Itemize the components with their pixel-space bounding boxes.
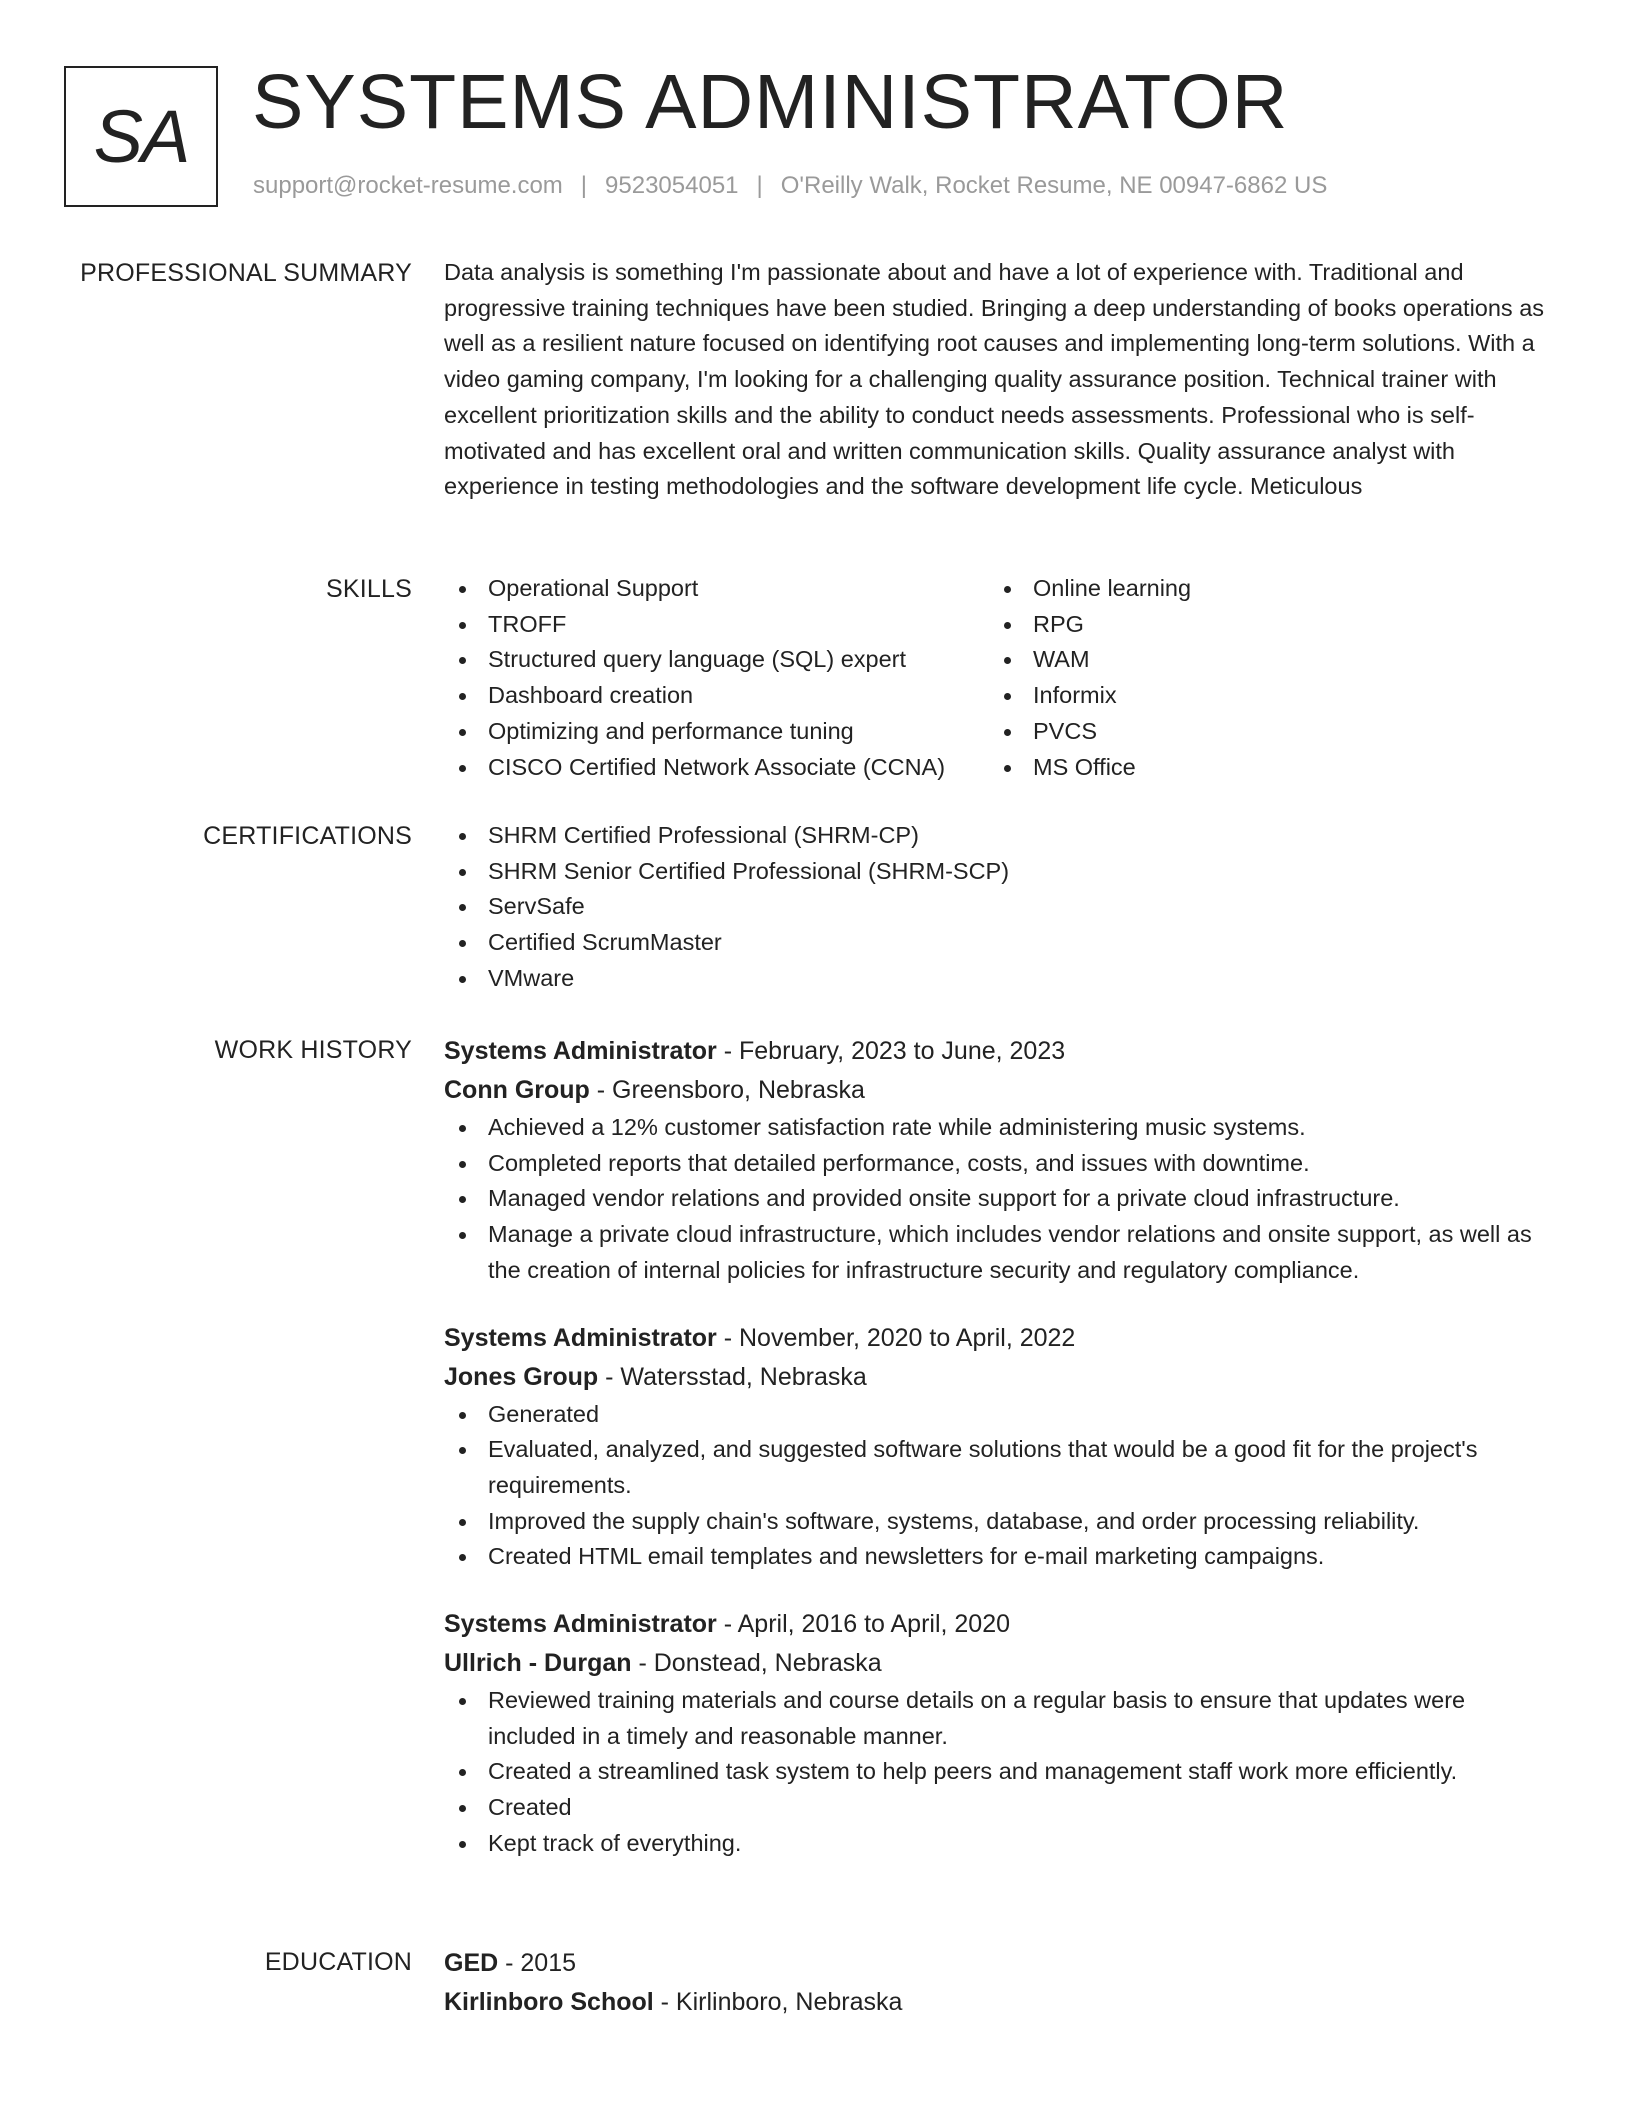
job-title: Systems Administrator	[444, 1610, 717, 1639]
skill-item: WAM	[989, 642, 1534, 678]
contact-email[interactable]: support@rocket-resume.com	[253, 172, 563, 199]
contact-address: O'Reilly Walk, Rocket Resume, NE 00947-6862 US	[780, 172, 1328, 199]
job-title-line	[444, 1605, 1559, 1643]
skills-body	[444, 571, 1559, 785]
contact-separator: |	[580, 172, 588, 199]
job-bullets	[444, 1397, 1559, 1576]
job-bullet: Reviewed training materials and course details on a regular basis to ensure that updates were included in a timely and reasonable manner.	[444, 1683, 1559, 1754]
education-school: Kirlinboro School	[444, 1988, 654, 2016]
skill-item: Dashboard creation	[444, 678, 989, 714]
certifications-body	[444, 818, 1559, 997]
job-bullets	[444, 1110, 1559, 1289]
contact-line	[253, 172, 1327, 200]
education-degree-line	[444, 1944, 1559, 1982]
job-location: - Greensboro, Nebraska	[589, 1076, 865, 1104]
certification-item: Certified ScrumMaster	[444, 925, 1559, 961]
job-title: Systems Administrator	[444, 1323, 717, 1352]
job-bullet: Managed vendor relations and provided onsite support for a private cloud infrastructure.	[444, 1181, 1559, 1217]
section-label-work-history: WORK HISTORY	[214, 1036, 412, 1064]
job-company-line	[444, 1643, 1559, 1683]
job-company-line	[444, 1357, 1559, 1397]
section-label-summary: PROFESSIONAL SUMMARY	[80, 259, 412, 287]
skill-item: TROFF	[444, 607, 989, 643]
resume-title: SYSTEMS ADMINISTRATOR	[252, 59, 1289, 145]
job-bullet: Achieved a 12% customer satisfaction rate while administering music systems.	[444, 1110, 1559, 1146]
job-dates: - November, 2020 to April, 2022	[716, 1323, 1076, 1352]
work-history-body	[444, 1032, 1559, 1862]
certification-item: SHRM Senior Certified Professional (SHRM-SCP)	[444, 854, 1559, 890]
job-bullet: Manage a private cloud infrastructure, which includes vendor relations and onsite support, as well as the creation of internal policies for infrastructure security and regulatory compliance.	[444, 1217, 1559, 1288]
job-entry	[444, 1032, 1559, 1289]
job-title-line	[444, 1032, 1559, 1070]
skill-item: Online learning	[989, 571, 1534, 607]
job-entry	[444, 1605, 1559, 1862]
skills-column-2	[989, 571, 1534, 785]
education-degree: GED	[444, 1949, 499, 1977]
job-bullets	[444, 1683, 1559, 1862]
skill-item: Informix	[989, 678, 1534, 714]
job-title: Systems Administrator	[444, 1037, 717, 1065]
job-title-line	[444, 1319, 1559, 1357]
job-location: - Watersstad, Nebraska	[598, 1362, 867, 1391]
job-bullet: Created	[444, 1790, 1559, 1826]
job-bullet: Evaluated, analyzed, and suggested software solutions that would be a good fit for the project's requirements.	[444, 1432, 1559, 1503]
job-company: Conn Group	[444, 1076, 590, 1104]
summary-text: Data analysis is something I'm passionate about and have a lot of experience with. Traditional and progressive training techniques have been studied. Bringing a deep understanding of books operations as well as a resilient nature focused on identifying root causes and implementing long-term solutions. With a video gaming company, I'm looking for a challenging quality assurance position. Technical trainer with excellent prioritization skills and the ability to conduct needs assessments. Professional who is self-motivated and has excellent oral and written communication skills. Quality assurance analyst with experience in testing methodologies and the software development life cycle. Meticulous	[444, 259, 1545, 500]
job-company: Ullrich - Durgan	[444, 1649, 632, 1678]
skill-item: RPG	[989, 607, 1534, 643]
job-bullet: Improved the supply chain's software, systems, database, and order processing reliability.	[444, 1504, 1559, 1540]
job-company: Jones Group	[444, 1362, 599, 1391]
education-school-line	[444, 1982, 1559, 2022]
education-location: - Kirlinboro, Nebraska	[653, 1988, 903, 2016]
certification-item: SHRM Certified Professional (SHRM-CP)	[444, 818, 1559, 854]
skill-item: Optimizing and performance tuning	[444, 714, 989, 750]
job-bullet: Created HTML email templates and newsletters for e-mail marketing campaigns.	[444, 1539, 1559, 1575]
skills-column-1	[444, 571, 989, 785]
skill-item: Operational Support	[444, 571, 989, 607]
skill-item: CISCO Certified Network Associate (CCNA)	[444, 750, 989, 786]
section-label-education: EDUCATION	[264, 1948, 412, 1976]
job-entry	[444, 1319, 1559, 1576]
job-company-line	[444, 1070, 1559, 1110]
skill-item: PVCS	[989, 714, 1534, 750]
skill-item: MS Office	[989, 750, 1534, 786]
job-location: - Donstead, Nebraska	[631, 1649, 882, 1678]
certification-item: VMware	[444, 961, 1559, 997]
education-body	[444, 1944, 1559, 2022]
job-dates: - April, 2016 to April, 2020	[716, 1610, 1011, 1639]
job-bullet: Created a streamlined task system to help peers and management staff work more efficiently.	[444, 1754, 1559, 1790]
job-bullet: Kept track of everything.	[444, 1826, 1559, 1862]
section-label-certifications: CERTIFICATIONS	[203, 822, 412, 850]
job-bullet: Generated	[444, 1397, 1559, 1433]
skill-item: Structured query language (SQL) expert	[444, 642, 989, 678]
job-bullet: Completed reports that detailed performance, costs, and issues with downtime.	[444, 1146, 1559, 1182]
education-year: - 2015	[498, 1949, 577, 1977]
certification-item: ServSafe	[444, 889, 1559, 925]
summary-body	[444, 255, 1559, 505]
monogram-logo: SA	[64, 66, 218, 207]
contact-separator: |	[756, 172, 763, 199]
contact-phone[interactable]: 9523054051	[605, 172, 739, 199]
section-label-skills: SKILLS	[326, 575, 412, 603]
job-dates: - February, 2023 to June, 2023	[716, 1037, 1066, 1065]
